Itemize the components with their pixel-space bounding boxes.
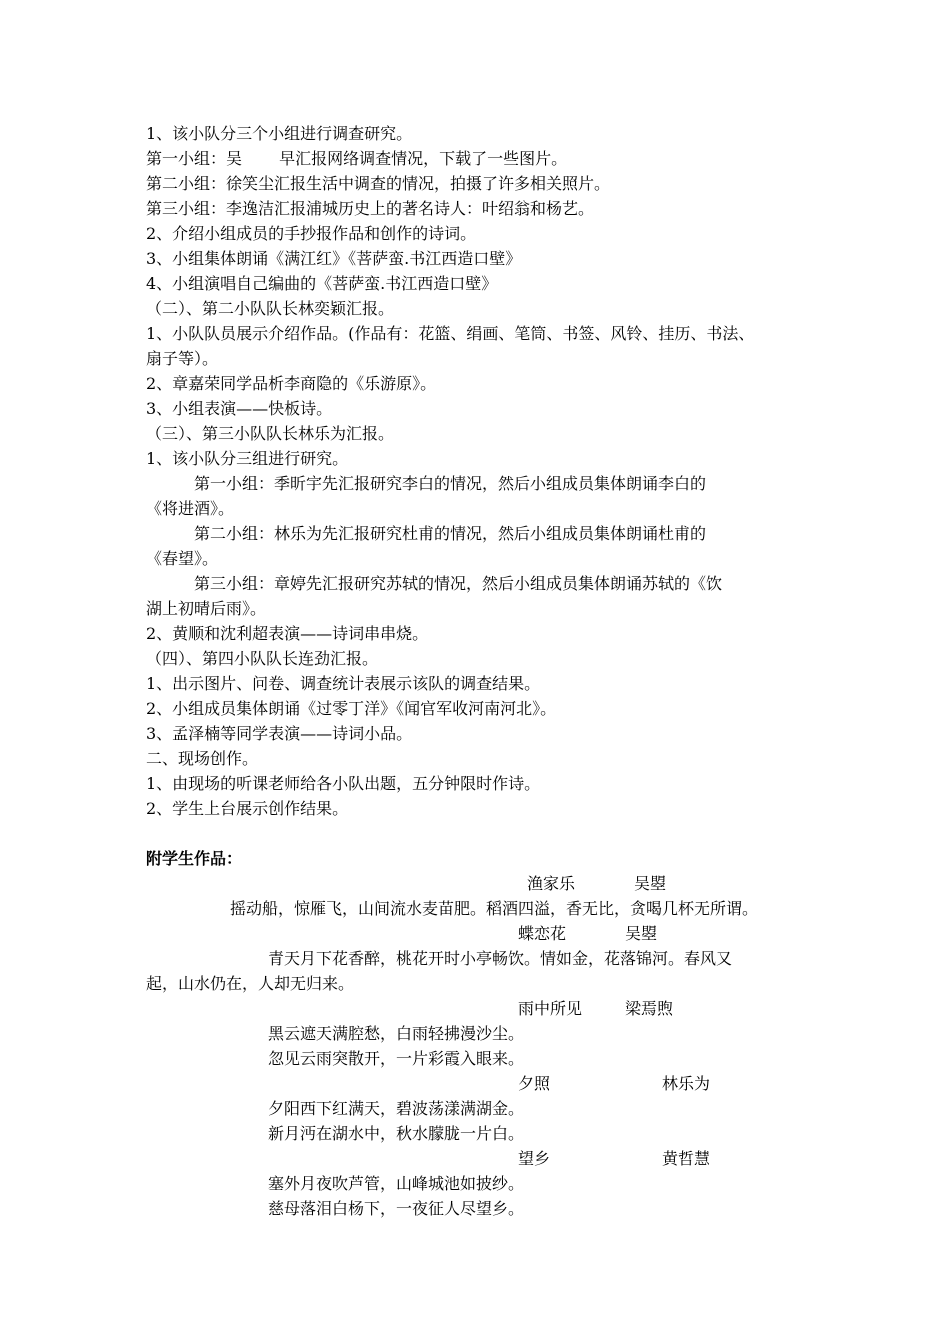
text-line: 湖上初晴后雨》。: [146, 599, 267, 618]
text-line: 3、孟泽楠等同学表演——诗词小品。: [146, 724, 413, 743]
poem-author: 黄哲慧: [662, 1149, 711, 1168]
text-line: 4、小组演唱自己编曲的《菩萨蛮.书江西造口壁》: [146, 274, 498, 293]
poem-title: 望乡: [518, 1149, 551, 1168]
text-line: 《春望》。: [146, 549, 219, 568]
text-line: 3、小组表演——快板诗。: [146, 399, 333, 418]
poem-author: 林乐为: [662, 1074, 711, 1093]
text-line: 1、该小队分三组进行研究。: [146, 449, 349, 468]
text-line: 第三小组：章婷先汇报研究苏轼的情况，然后小组成员集体朗诵苏轼的《饮: [194, 574, 723, 593]
poem-author: 梁焉煦: [625, 999, 674, 1018]
poem-line: 摇动船，惊雁飞，山间流水麦苗肥。稻酒四溢，香无比，贪喝几杯无所谓。: [230, 899, 759, 918]
appendix-heading: 附学生作品：: [146, 849, 243, 868]
poem-author: 吴曌: [634, 874, 667, 893]
text-line: 1、小队队员展示介绍作品。(作品有：花篮、绢画、笔筒、书签、风铃、挂历、书法、: [146, 324, 755, 343]
text-line: 2、小组成员集体朗诵《过零丁洋》《闻官军收河南河北》。: [146, 699, 557, 718]
text-line: 2、学生上台展示创作结果。: [146, 799, 349, 818]
poem-title: 雨中所见: [518, 999, 583, 1018]
poem-title: 渔家乐: [527, 874, 576, 893]
poem-line: 黑云遮天满腔愁，白雨轻拂漫沙尘。: [268, 1024, 525, 1043]
text-line: 第一小组：季昕宇先汇报研究李白的情况，然后小组成员集体朗诵李白的: [194, 474, 707, 493]
poem-author: 吴曌: [625, 924, 658, 943]
text-line: 第二小组：林乐为先汇报研究杜甫的情况，然后小组成员集体朗诵杜甫的: [194, 524, 707, 543]
section-heading: （二）、第二小队队长林奕颖汇报。: [146, 299, 395, 318]
poem-title: 蝶恋花: [518, 924, 567, 943]
poem-line: 青天月下花香醉，桃花开时小亭畅饮。情如金，花落锦河。春风又: [268, 949, 733, 968]
poem-line: 塞外月夜吹芦管，山峰城池如披纱。: [268, 1174, 525, 1193]
text-line: 《将进酒》。: [146, 499, 235, 518]
text-line: 1、出示图片、问卷、调查统计表展示该队的调查结果。: [146, 674, 541, 693]
text-line: 1、由现场的听课老师给各小队出题，五分钟限时作诗。: [146, 774, 541, 793]
text-line: 2、章嘉荣同学品析李商隐的《乐游原》。: [146, 374, 437, 393]
poem-line: 夕阳西下红满天，碧波荡漾满湖金。: [268, 1099, 525, 1118]
text-line: 2、介绍小组成员的手抄报作品和创作的诗词。: [146, 224, 477, 243]
poem-line: 慈母落泪白杨下，一夜征人尽望乡。: [268, 1199, 525, 1218]
text-line: 第一小组：吴 早汇报网络调查情况，下载了一些图片。: [146, 149, 568, 168]
text-line: 3、小组集体朗诵《满江红》《菩萨蛮.书江西造口壁》: [146, 249, 522, 268]
poem-line: 起，山水仍在，人却无归来。: [146, 974, 355, 993]
poem-line: 忽见云雨突散开，一片彩霞入眼来。: [268, 1049, 525, 1068]
text-line: 第三小组：李逸洁汇报浦城历史上的著名诗人：叶绍翁和杨艺。: [146, 199, 595, 218]
poem-line: 新月沔在湖水中，秋水朦胧一片白。: [268, 1124, 525, 1143]
text-line: 2、黄顺和沈利超表演——诗词串串烧。: [146, 624, 429, 643]
section-heading: 二、现场创作。: [146, 749, 259, 768]
section-heading: （四）、第四小队队长连劲汇报。: [146, 649, 379, 668]
section-heading: （三）、第三小队队长林乐为汇报。: [146, 424, 395, 443]
text-line: 扇子等）。: [146, 349, 219, 368]
text-line: 第二小组：徐笑尘汇报生活中调查的情况，拍摄了许多相关照片。: [146, 174, 611, 193]
text-line: 1、该小队分三个小组进行调查研究。: [146, 124, 413, 143]
poem-title: 夕照: [518, 1074, 551, 1093]
